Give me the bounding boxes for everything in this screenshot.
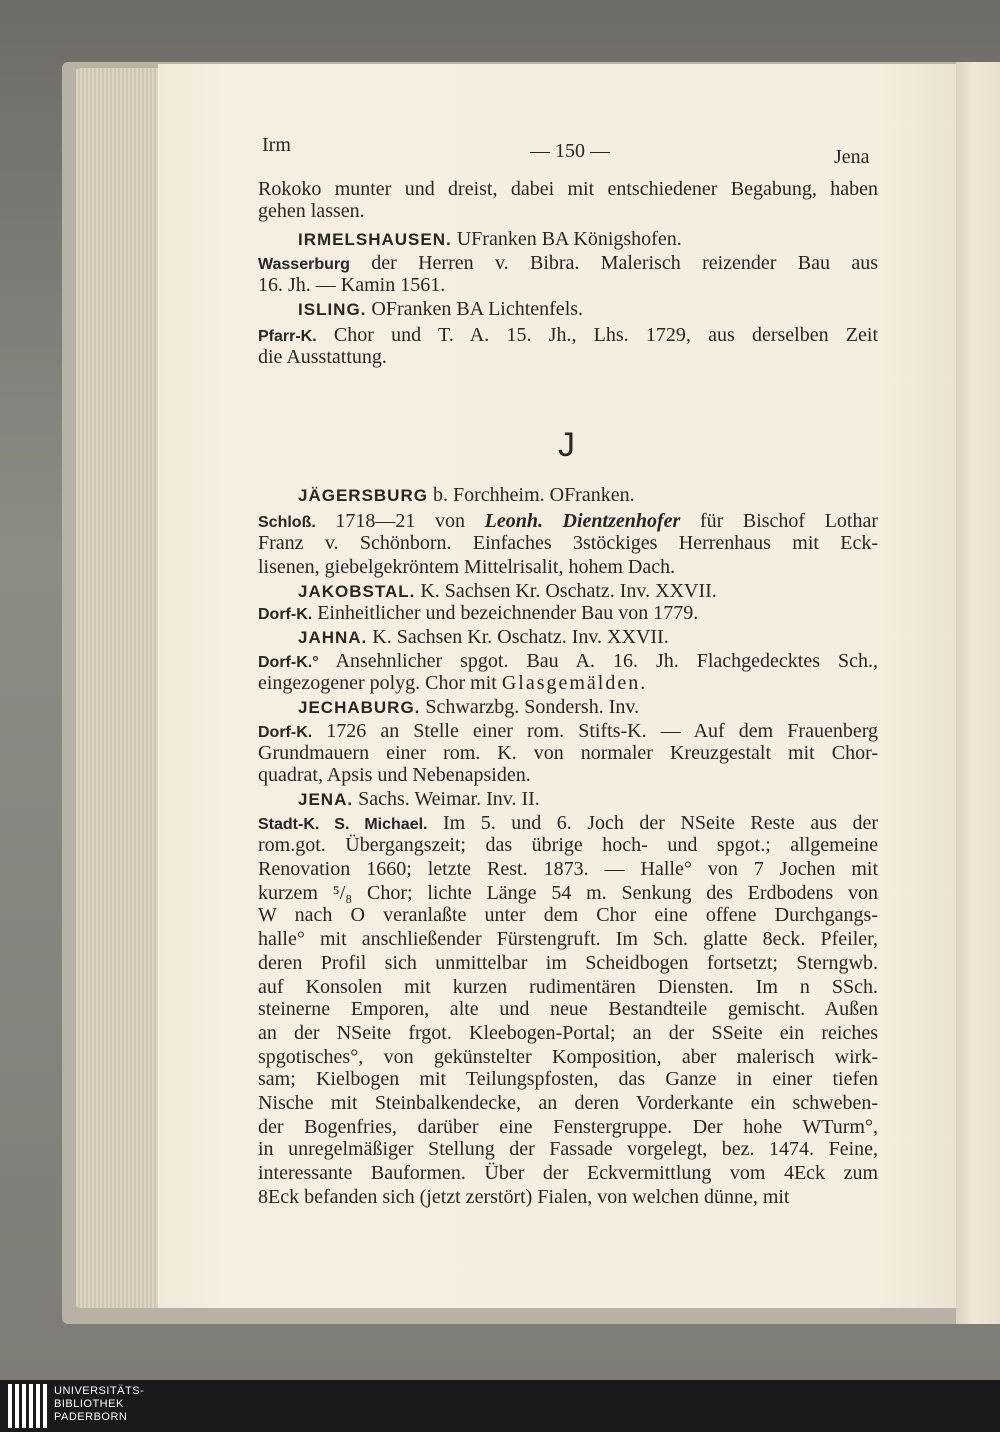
text-line (258, 812, 878, 836)
entry-keyword: Wasserburg (258, 256, 350, 273)
text-line (258, 742, 878, 764)
line-text: spgotisches°, von gekünstelter Komposition, aber malerisch wirk- (258, 1046, 878, 1068)
library-name (54, 1385, 144, 1424)
line-text: UFranken BA Königshofen. (456, 228, 682, 250)
line-text: 8Eck befanden sich (jetzt zerstört) Fialen, von welchen dünne, mit (258, 1186, 790, 1208)
entry-keyword: Dorf-K. (258, 724, 313, 741)
entry-keyword: Dorf-K.° (258, 654, 319, 671)
text-line (258, 274, 878, 296)
line-text: in unregelmäßiger Stellung der Fassade vorgelegt, bez. 1474. Feine, (258, 1138, 878, 1160)
line-text: rom.got. Übergangszeit; das übrige hoch- und spgot.; allgemeine (258, 834, 878, 856)
line-text: Franz v. Schönborn. Einfaches 3stöckiges Herrenhaus mit Eck- (258, 532, 878, 554)
line-text: eingezogener polyg. Chor mit (258, 672, 497, 694)
text-line (258, 976, 878, 998)
entry-headword: JENA. (298, 790, 354, 809)
entry-headword: JECHABURG. (298, 698, 421, 717)
text-line (298, 228, 878, 251)
text-line (258, 252, 878, 276)
text-line (258, 200, 878, 222)
line-text: steinerne Emporen, alte und neue Bestandteile gemischt. Außen (258, 998, 878, 1020)
text-line (258, 602, 878, 626)
text-line (258, 1138, 878, 1160)
text-line (298, 696, 878, 719)
line-text: kurzem ⁵/₈ Chor; lichte Länge 54 m. Senkung des Erdbodens von (258, 882, 878, 904)
line-text: W nach O veranlaßte unter dem Chor eine offene Durchgangs- (258, 904, 878, 926)
line-text: sam; Kielbogen mit Teilungspfosten, das Ganze in einer tiefen (258, 1068, 878, 1090)
line-text: Einheitlicher und bezeichnender Bau von 1779. (317, 602, 699, 624)
artist-name: Leonh. Dientzenhofer (484, 510, 681, 532)
entry-keyword: Pfarr-K. (258, 328, 317, 345)
entry-headword: IRMELSHAUSEN. (298, 230, 452, 249)
line-text: Rokoko munter und dreist, dabei mit entschiedener Begabung, haben (258, 178, 878, 200)
text-line (258, 532, 878, 554)
line-text: an der NSeite frgot. Kleebogen-Portal; an der SSeite ein reiches (258, 1022, 878, 1044)
text-line (258, 556, 878, 578)
running-head-left: Irm (262, 134, 291, 156)
text-line (258, 834, 878, 856)
line-text: Im 5. und 6. Joch der NSeite Reste aus der (443, 812, 879, 834)
text-line (258, 1116, 878, 1138)
line-text: lisenen, giebelgekröntem Mittelrisalit, hohem Dach. (258, 556, 676, 578)
library-logo-icon (8, 1384, 48, 1428)
library-name-line3: PADERBORN (54, 1411, 128, 1423)
text-line (258, 346, 878, 368)
text-line (258, 650, 878, 674)
text-line (258, 904, 878, 926)
line-text: die Ausstattung. (258, 346, 387, 368)
text-line (258, 1068, 878, 1090)
text-line (258, 1022, 878, 1044)
text-line (298, 298, 878, 321)
line-text: Renovation 1660; letzte Rest. 1873. — Halle° von 7 Jochen mit (258, 858, 878, 880)
line-text: interessante Bauformen. Über der Eckvermittlung vom 4Eck zum (258, 1162, 878, 1184)
text-line (258, 928, 878, 950)
line-text: Schwarzbg. Sondersh. Inv. (425, 696, 640, 718)
line-text: Chor und T. A. 15. Jh., Lhs. 1729, aus derselben Zeit (333, 324, 879, 346)
line-text: b. Forchheim. OFranken. (432, 484, 635, 506)
line-text: OFranken BA Lichtenfels. (371, 298, 584, 320)
text-line (298, 788, 878, 811)
running-head-right: Jena (834, 146, 870, 168)
line-text: K. Sachsen Kr. Oschatz. Inv. XXVII. (372, 626, 669, 648)
text-line (258, 178, 878, 200)
entry-keyword: Schloß. (258, 514, 316, 531)
entry-keyword: Dorf-K. (258, 606, 313, 623)
text-line (258, 952, 878, 974)
line-text: Ansehnlicher spgot. Bau A. 16. Jh. Flachgedecktes Sch., (335, 650, 878, 672)
text-line (298, 626, 878, 649)
entry-headword: JAKOBSTAL. (298, 582, 416, 601)
line-text: K. Sachsen Kr. Oschatz. Inv. XXVII. (420, 580, 717, 602)
line-text: der Herren v. Bibra. Malerisch reizender Bau aus (371, 252, 879, 274)
line-text: halle° mit anschließender Fürstengruft. Im Sch. glatte 8eck. Pfeiler, (258, 928, 878, 950)
spaced-text: Glasgemälden. (501, 672, 648, 694)
entry-headword: JAHNA. (298, 628, 368, 647)
text-line (258, 1162, 878, 1184)
text-line (258, 858, 878, 880)
text-line (298, 580, 878, 603)
text-line (258, 510, 878, 534)
line-text: der Bogenfries, darüber eine Fenstergruppe. Der hohe WTurm°, (258, 1116, 878, 1138)
text-line (258, 720, 878, 744)
text-line (258, 882, 878, 904)
text-line (258, 998, 878, 1020)
line-text-continued: für Bischof Lothar (699, 510, 879, 532)
text-line (258, 324, 878, 348)
page-number: — 150 — (530, 140, 610, 162)
line-text: Nische mit Steinbalkendecke, an deren Vorderkante ein schweben- (258, 1092, 878, 1114)
line-text: quadrat, Apsis und Nebenapsiden. (258, 764, 531, 786)
text-line (258, 764, 878, 786)
line-text: 16. Jh. — Kamin 1561. (258, 274, 446, 296)
line-text: Sachs. Weimar. Inv. II. (358, 788, 540, 810)
library-footer (0, 1380, 1000, 1432)
text-line (258, 1046, 878, 1068)
text-line (298, 484, 878, 507)
line-text: Grundmauern einer rom. K. von normaler Kreuzgestalt mit Chor- (258, 742, 878, 764)
text-line (258, 1186, 878, 1208)
line-text: auf Konsolen mit kurzen rudimentären Diensten. Im n SSch. (258, 976, 878, 998)
text-line (258, 672, 878, 694)
entry-keyword: Stadt-K. S. Michael. (258, 816, 428, 833)
library-name-line1: UNIVERSITÄTS- (54, 1385, 145, 1397)
line-text: 1726 an Stelle einer rom. Stifts-K. — Auf dem Frauenberg (326, 720, 878, 742)
entry-headword: ISLING. (298, 300, 367, 319)
text-line (258, 1092, 878, 1114)
library-name-line2: BIBLIOTHEK (54, 1398, 124, 1410)
line-text: deren Profil sich unmittelbar im Scheidbogen fortsetzt; Sterngwb. (258, 952, 878, 974)
entry-headword: JÄGERSBURG (298, 486, 428, 505)
section-letter: J (558, 426, 575, 464)
line-text: gehen lassen. (258, 200, 365, 222)
line-text: 1718—21 von (335, 510, 465, 532)
